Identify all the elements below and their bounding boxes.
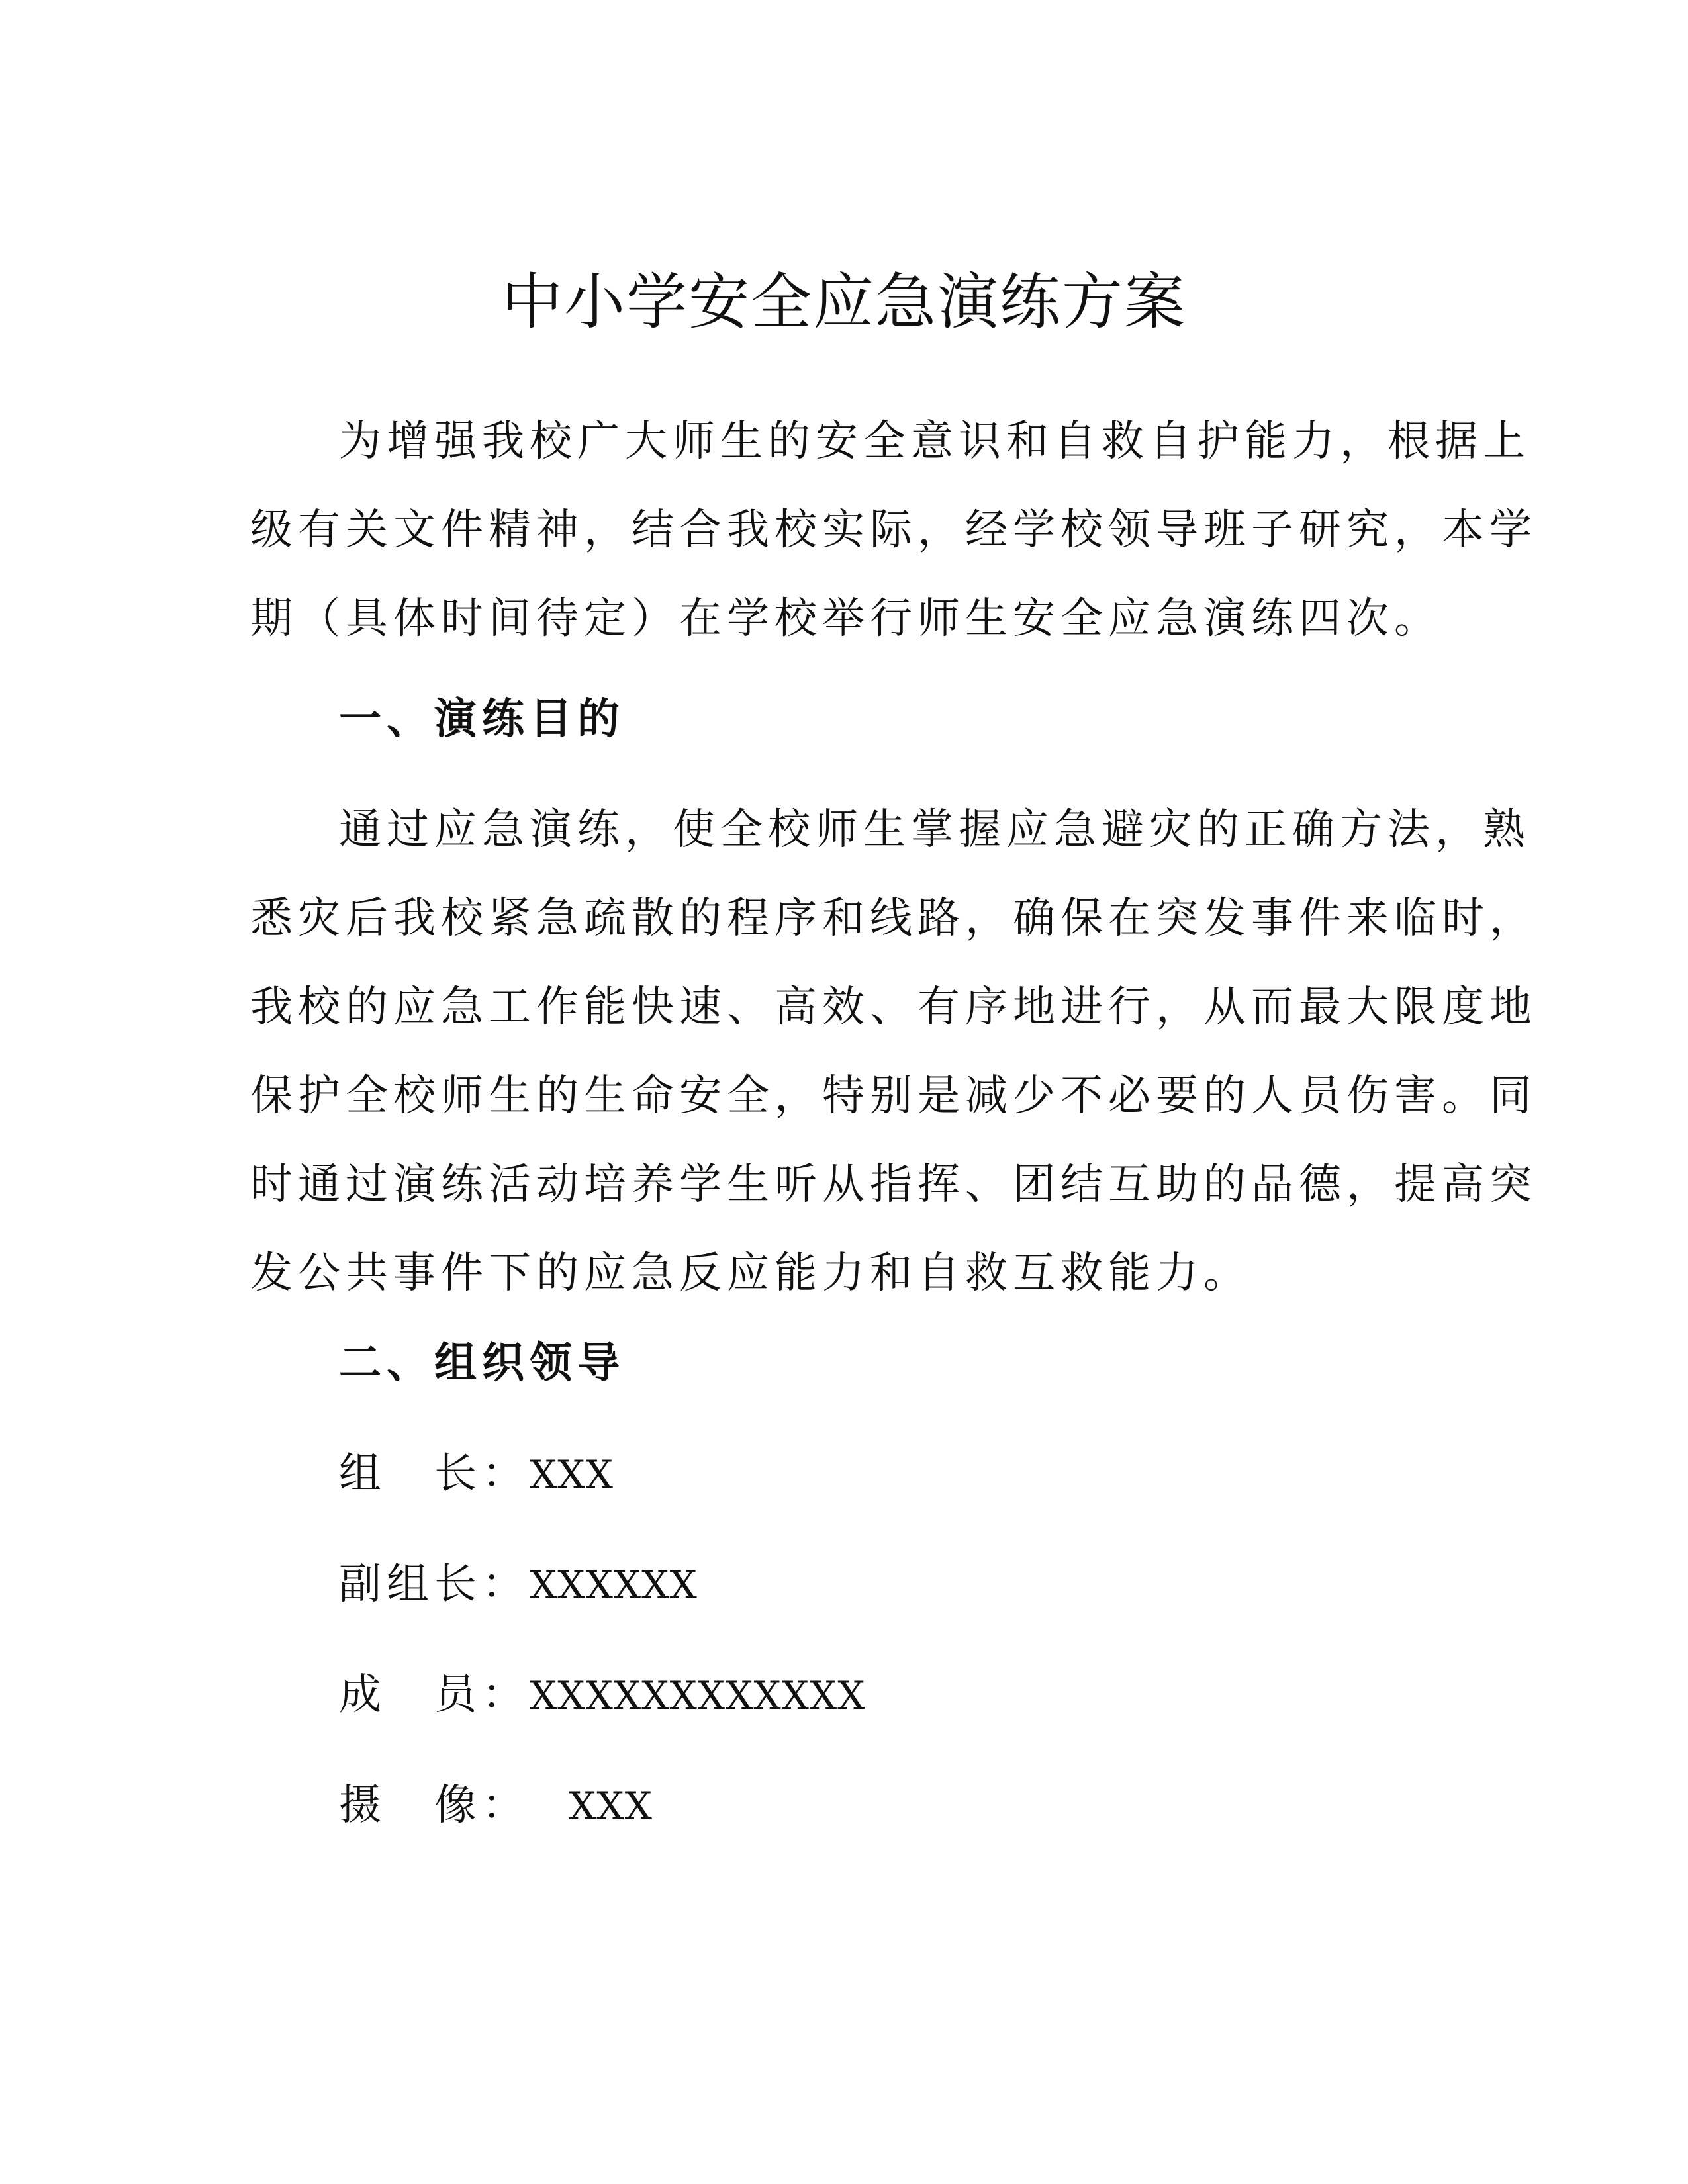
intro-line-1: 为增强我校广大师生的安全意识和自救自护能力，根据上 [339,417,1530,466]
role-members [339,1651,866,1740]
section1-heading: 一、演练目的 [339,695,625,744]
intro-line-2: 级有关文件精神，结合我校实际，经学校领导班子研究，本学 [250,506,1537,555]
section1-line-3: 我校的应急工作能快速、高效、有序地进行，从而最大限度地 [250,983,1537,1032]
section1-line-4: 保护全校师生的生命安全，特别是减少不必要的人员伤害。同 [250,1071,1537,1120]
role-camera [339,1761,653,1850]
intro-paragraph [250,397,1537,663]
section1-paragraph [250,786,1537,1318]
role-camera-value: XXX [530,1784,653,1829]
role-leader-label: 组 长： [339,1449,530,1498]
role-leader [339,1430,614,1519]
section1-line-6: 发公共事件下的应急反应能力和自救互救能力。 [250,1249,1251,1298]
document-title: 中小学安全应急演练方案 [501,266,1186,338]
section1-line-5: 时通过演练活动培养学生听从指挥、团结互助的品德，提高突 [250,1160,1537,1209]
role-deputy-leader [339,1540,698,1629]
role-members-value: XXXXXXXXXXXX [530,1673,866,1718]
section1-line-1: 通过应急演练，使全校师生掌握应急避灾的正确方法，熟 [339,805,1530,854]
role-leader-value: XXX [530,1452,614,1497]
section1-line-2: 悉灾后我校紧急疏散的程序和线路，确保在突发事件来临时， [250,894,1537,943]
section2-heading: 二、组织领导 [339,1339,625,1388]
intro-line-3: 期（具体时间待定）在学校举行师生安全应急演练四次。 [250,594,1442,643]
role-deputy-leader-value: XXXXXX [530,1563,698,1608]
role-camera-label: 摄 像： [339,1781,530,1830]
role-members-label: 成 员： [339,1670,530,1719]
role-deputy-leader-label: 副组长： [339,1560,530,1609]
